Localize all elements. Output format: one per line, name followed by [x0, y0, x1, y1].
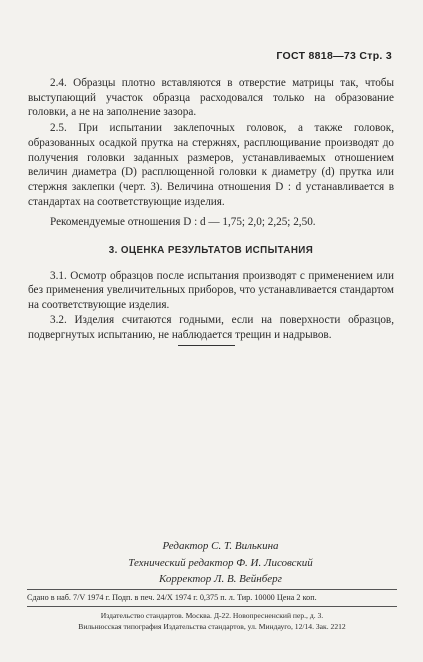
imprint-publisher: Издательство стандартов. Москва. Д-22. Новопресненский пер., д. 3. [100, 611, 324, 620]
imprint-divider [27, 606, 397, 607]
section-3-title: 3. ОЦЕНКА РЕЗУЛЬТАТОВ ИСПЫТАНИЯ [108, 245, 314, 257]
body-text [28, 76, 394, 342]
imprint-printer: Вильнюсская типография Издательства стандартов, ул. Миндауго, 12/14. Зак. 2212 [78, 622, 346, 631]
paragraph-3-1: 3.1. Осмотр образцов после испытания производят с применением или без применения увеличительных приборов, что устанавливается стандартом на соответствующие изделия. [28, 269, 394, 312]
running-head: ГОСТ 8818—73 Стр. 3 [276, 50, 392, 62]
paragraph-recommended-ratios: Рекомендуемые отношения D : d — 1,75; 2,0; 2,25; 2,50. [50, 216, 316, 229]
imprint-block [27, 589, 397, 632]
editor-credit: Редактор С. Т. Вилькина [162, 540, 279, 552]
section-divider [178, 345, 235, 346]
proofreader-credit: Корректор Л. В. Вейнберг [159, 573, 282, 585]
tech-editor-credit: Технический редактор Ф. И. Лисовский [128, 556, 313, 569]
paragraph-2-4: 2.4. Образцы плотно вставляются в отверстие матрицы так, чтобы выступающий участок образца расходовался только на образование головки, а не на заполнение зазора. [28, 77, 394, 119]
paragraph-2-5: 2.5. При испытании заклепочных головок, а также головок, образованных осадкой прутка на стержнях, расплющивание производят до получения головки заданных размеров, устанавливаемых отношением величин диаметра (D) расплющенной головки к диаметру (d) прутка или стержня заклепки (черт. 3). Величина отношения D : d устанавливается в стандартах на соответствующие изделия. [28, 122, 394, 208]
imprint-print-details: Сдано в наб. 7/V 1974 г. Подп. в печ. 24/X 1974 г. 0,375 п. л. Тир. 10000 Цена 2 коп. [27, 593, 317, 602]
credits-block [0, 538, 423, 588]
paragraph-3-2: 3.2. Изделия считаются годными, если на поверхности образцов, подвергнутых испытанию, не наблюдается трещин и надрывов. [28, 313, 394, 341]
